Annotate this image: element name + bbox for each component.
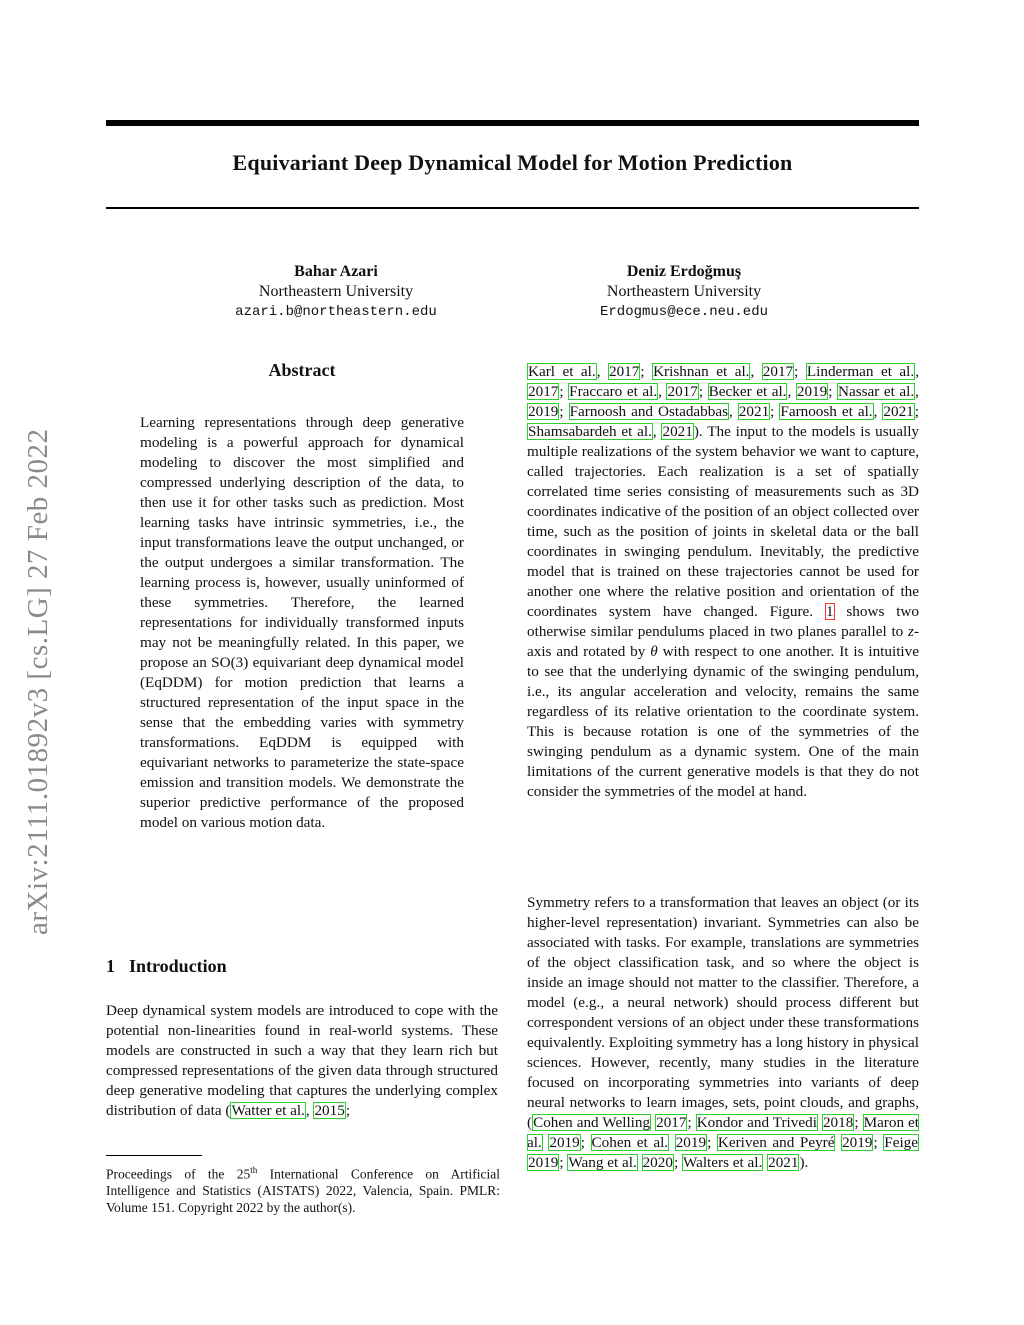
- citation-sep: ,: [305, 1102, 314, 1119]
- author-block-1: [176, 262, 496, 322]
- citation-year-link[interactable]: 2019: [842, 1134, 873, 1151]
- section-heading: [106, 956, 227, 977]
- citation-link[interactable]: Farnoosh and Ostadabbas: [569, 403, 729, 420]
- author-email: azari.b@northeastern.edu: [235, 304, 437, 320]
- body-text: ).: [799, 1154, 809, 1171]
- citation-link[interactable]: Maron et al.: [527, 1114, 920, 1151]
- citation-link[interactable]: Nassar et al.: [838, 383, 915, 400]
- citation-year-link[interactable]: 2021: [662, 423, 693, 440]
- citation-year-link[interactable]: 2015: [314, 1102, 345, 1119]
- citation-year-link[interactable]: 2021: [883, 403, 914, 420]
- citation-link[interactable]: Krishnan et al.: [653, 363, 750, 380]
- citation-year-link[interactable]: 2018: [822, 1114, 854, 1131]
- citation-year-link[interactable]: 2019: [675, 1134, 707, 1151]
- abstract-heading: Abstract: [268, 360, 336, 380]
- citation-year-link[interactable]: 2019: [528, 1154, 559, 1171]
- abstract-text: Learning representations through deep generative modeling is a powerful approach for dynamical modeling to discover the most simplified and compressed underlying description of the data, to then use it for other tasks such as prediction. Most learning tasks have intrinsic symmetries, i.e., the input transformations leave the output unchanged, or the output undergoes a similar transformation. The learning process is, however, usually uninformed of these symmetries. Therefore, the learned representations for individually transformed inputs may not be meaningfully related. In this paper, we propose an SO(3) equivariant deep dynamical model (EqDDM) for motion prediction that learns a structured representation of the input space in the sense that the embedding varies with symmetry transformations. EqDDM is equipped with equivariant networks to parameterize the state-space emission and transition models. We demonstrate the superior predictive performance of the proposed model on various motion data.: [140, 414, 464, 831]
- citation-link[interactable]: Feige: [884, 1134, 918, 1151]
- citation-link[interactable]: Linderman et al.: [806, 363, 915, 380]
- title-rule-bottom: [106, 207, 919, 209]
- citation-year-link[interactable]: 2021: [738, 403, 770, 420]
- footnote: [106, 1162, 500, 1216]
- footnote-text: Proceedings of the 25: [106, 1166, 251, 1182]
- section-number: 1: [106, 956, 115, 976]
- citation-link[interactable]: Karl et al.: [528, 363, 596, 380]
- author-email: Erdogmus@ece.neu.edu: [599, 304, 769, 320]
- body-text: ). The input to the models is usually multiple realizations of the system behavior we want to capture, called trajectories. Each realization is a set of spatially correlated time series consisting of measurements such as 3D coordinates indicative of the position of an object collected over time, such as the position of joints in skeletal data or the ball coordinates in swinging pendulum. Inevitably, the predictive model that is trained on these trajectories cannot be used for another one where the relative position and orientation of the coordinates system have changed. Figure.: [527, 423, 920, 620]
- citation-year-link[interactable]: 2017: [528, 383, 559, 400]
- figure-ref-link[interactable]: 1: [825, 603, 834, 620]
- footnote-sup: th: [250, 1165, 258, 1175]
- footnote-rule: [106, 1155, 202, 1156]
- body-text: with respect to one another. It is intuitive to see that the underlying dynamic of the swinging pendulum, i.e., its angular acceleration and velocity, remains the same regardless of its relative orientation to the coordinate system. This is because rotation is one of the symmetries of the swinging pendulum as a dynamic system. One of the main limitations of the current generative models is that they do not consider the symmetries of the model at hand.: [527, 643, 919, 800]
- citation-year-link[interactable]: 2021: [768, 1154, 799, 1171]
- math-symbol: z: [908, 623, 914, 640]
- citation-year-link[interactable]: 2019: [549, 1134, 580, 1151]
- math-symbol: θ: [650, 643, 658, 660]
- body-text: Symmetry refers to a transformation that leaves an object (or its higher-level representation) invariant. Symmetries can also be associated with tasks. For example, translations are symmetries of the object classification task, and so where the object is inside an image should not matter to the classifier. Therefore, a model (e.g., a neural network) should process different but correspondent versions of an object under these transformations equivalently. Exploiting symmetry has a long history in physical sciences. However, recently, many studies in the literature focused on incorporating symmetries into variants of deep neural networks to learn images, sets, point clouds, and graphs, (: [527, 894, 919, 1131]
- citation-link[interactable]: Walters et al.: [682, 1154, 763, 1171]
- citation-link[interactable]: Fraccaro et al.: [569, 383, 658, 400]
- footnote-text: International Conference on Artificial Intelligence and Statistics (AISTATS) 2022, Valencia, Spain. PMLR: Volume 151. Copyright 2022 by the author(s).: [106, 1166, 500, 1215]
- citation-year-link[interactable]: 2017: [608, 363, 640, 380]
- citation-link[interactable]: Cohen and Welling: [533, 1114, 651, 1131]
- citation-year-link[interactable]: 2017: [656, 1114, 687, 1131]
- citation-year-link[interactable]: 2020: [642, 1154, 673, 1171]
- citation-link[interactable]: Wang et al.: [568, 1154, 637, 1171]
- title-rule-top: [106, 120, 919, 126]
- intro-text: Deep dynamical system models are introduced to cope with the potential non-linearities found in real-world systems. These models are constructed in such a way that they learn rich but compressed representations of the given data through structured deep generative modeling that captures the underlying complex distribution of data (: [106, 1002, 498, 1119]
- citation-link[interactable]: Watter et al.: [231, 1102, 305, 1119]
- author-block-2: [524, 262, 844, 322]
- intro-paragraph: [106, 1001, 498, 1121]
- citation-link[interactable]: Kondor and Trivedi: [696, 1114, 817, 1131]
- author-name: Bahar Azari: [294, 263, 378, 280]
- column2-paragraph-1: Karl et al., 2017; Krishnan et al., 2017; Linderman et al., 2017; Fraccaro et al., 2017; Becker et al., 2019; Nassar et al., 2019; Farnoosh and Ostadabbas, 2021; Farnoosh et al., 2021; Shamsabardeh et al., 2021). The input to the models is usually multiple realizations of the system behavior we want to capture, called trajectories. Each realization is a set of spatially correlated time series consisting of measurements such as 3D coordinates indicative of the position of an object collected over time, such as the position of joints in skeletal data or the ball coordinates in swinging pendulum. Inevitably, the predictive model that is trained on these trajectories cannot be used for another one where the relative position and orientation of the coordinates system have changed. Figure. 1 shows two otherwise similar pendulums placed in two planes parallel to z-axis and rotated by θ with respect to one another. It is intuitive to see that the underlying dynamic of the swinging pendulum, i.e., its angular acceleration and velocity, remains the same regardless of its relative orientation to the coordinate system. This is because rotation is one of the symmetries of the swinging pendulum as a dynamic system. One of the main limitations of the current generative models is that they do not consider the symmetries of the model at hand.: [527, 363, 920, 800]
- author-affiliation: Northeastern University: [258, 283, 414, 300]
- author-affiliation: Northeastern University: [606, 283, 762, 300]
- body-text: shows two otherwise similar pendulums placed in two planes parallel to: [527, 603, 919, 640]
- column2-paragraph-2: Symmetry refers to a transformation that leaves an object (or its higher-level representation) invariant. Symmetries can also be associated with tasks. For example, translations are symmetries of the object classification task, and so where the object is inside an image should not matter to the classifier. Therefore, a model (e.g., a neural network) should process different but correspondent versions of an object under these transformations equivalently. Exploiting symmetry has a long history in physical sciences. However, recently, many studies in the literature focused on incorporating symmetries into variants of deep neural networks to learn images, sets, point clouds, and graphs, (Cohen and Welling 2017; Kondor and Trivedi 2018; Maron et al. 2019; Cohen et al. 2019; Keriven and Peyré 2019; Feige 2019; Wang et al. 2020; Walters et al. 2021).: [527, 894, 920, 1171]
- citation-link[interactable]: Keriven and Peyré: [717, 1134, 835, 1151]
- arxiv-stamp: arXiv:2111.01892v3 [cs.LG] 27 Feb 2022: [22, 428, 54, 935]
- paper-title: Equivariant Deep Dynamical Model for Motion Prediction: [232, 150, 793, 175]
- citation-year-link[interactable]: 2017: [762, 363, 794, 380]
- citation-year-link[interactable]: 2019: [528, 403, 559, 420]
- citation-link[interactable]: Becker et al.: [708, 383, 787, 400]
- citation-year-link[interactable]: 2017: [667, 383, 698, 400]
- citation-sep: ;: [345, 1102, 351, 1119]
- citation-link[interactable]: Shamsabardeh et al.: [528, 423, 652, 440]
- citation-link[interactable]: Cohen et al.: [591, 1134, 669, 1151]
- citation-year-link[interactable]: 2019: [796, 383, 828, 400]
- citation-link[interactable]: Farnoosh et al.: [780, 403, 873, 420]
- section-title: Introduction: [129, 956, 227, 976]
- body-text: -axis and rotated by: [527, 623, 919, 660]
- author-name: Deniz Erdoğmuş: [626, 263, 742, 280]
